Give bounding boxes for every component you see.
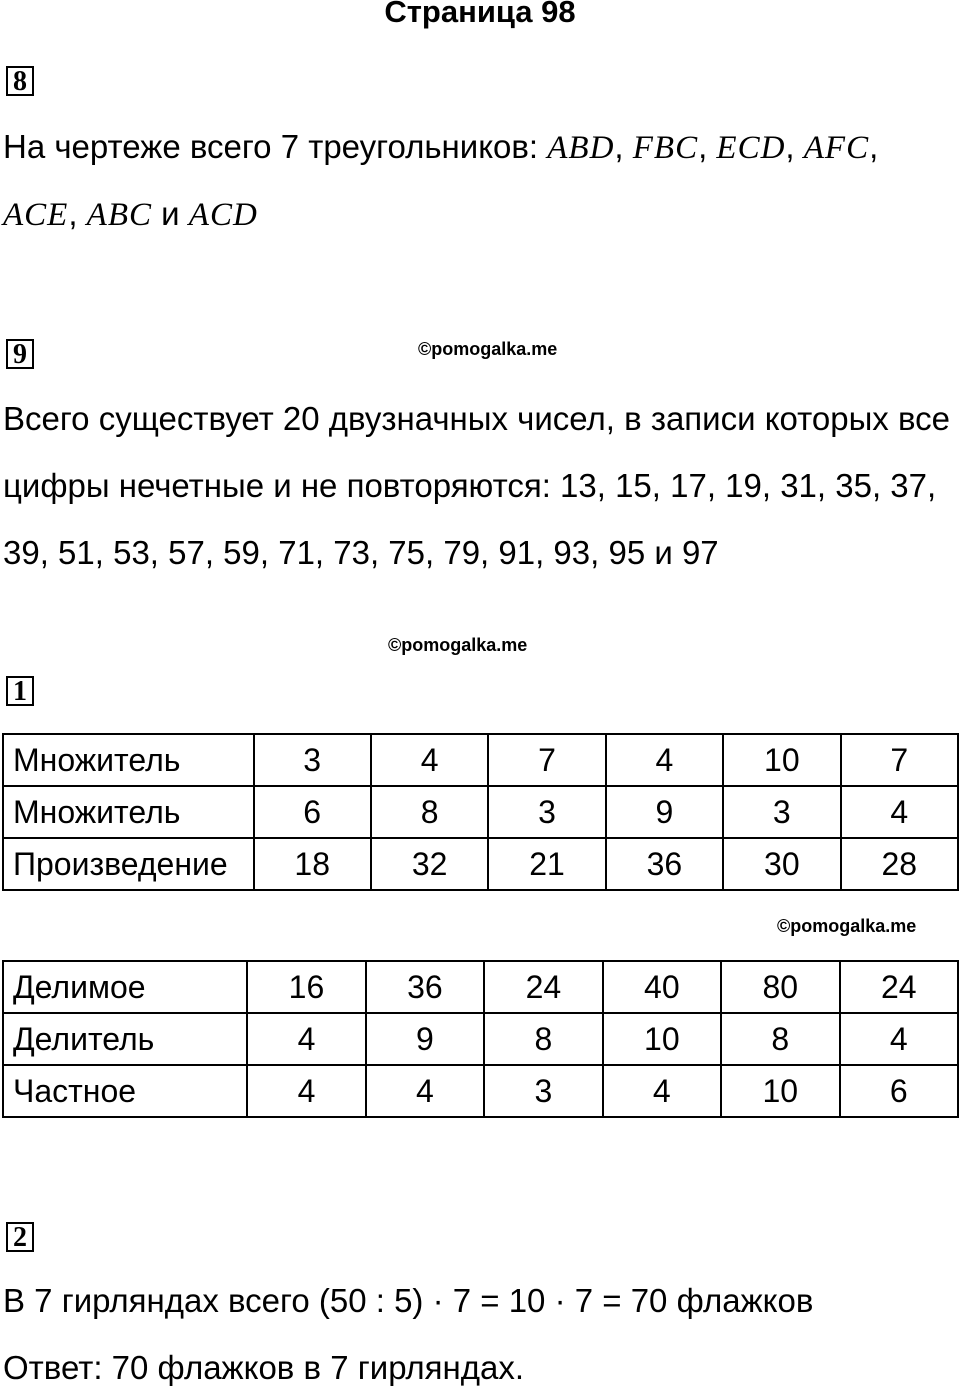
separator: , [614, 128, 624, 165]
table-cell: 4 [606, 734, 723, 786]
table-cell: 4 [371, 734, 488, 786]
task-number-2: 2 [6, 1222, 34, 1252]
table-cell: 7 [841, 734, 958, 786]
table-cell: 30 [723, 838, 840, 890]
separator: , [698, 128, 708, 165]
table-row [3, 1065, 958, 1117]
table-cell: 4 [840, 1013, 959, 1065]
row-label: Делитель [3, 1013, 247, 1065]
task8-intro: На чертеже всего 7 треугольников: [3, 128, 539, 165]
table-cell: 10 [721, 1065, 839, 1117]
triangle-ecd: ECD [716, 130, 786, 166]
table-cell: 6 [254, 786, 371, 838]
table-cell: 3 [723, 786, 840, 838]
table-row [3, 961, 958, 1013]
table-cell: 24 [840, 961, 959, 1013]
task9-line1: Всего существует 20 двузначных чисел, в записи которых все [3, 400, 950, 437]
table-cell: 21 [488, 838, 605, 890]
table-cell: 7 [488, 734, 605, 786]
row-label: Произведение [3, 838, 254, 890]
watermark: ©pomogalka.me [777, 916, 917, 936]
table-row [3, 1013, 958, 1065]
task8-line1 [3, 128, 878, 167]
page-title: Страница 98 [384, 0, 576, 29]
task9-line2: цифры нечетные и не повторяются: 13, 15, 17, 19, 31, 35, 37, [3, 467, 937, 504]
table-cell: 40 [603, 961, 721, 1013]
table-cell: 32 [371, 838, 488, 890]
task-number-9: 9 [6, 339, 34, 369]
table-cell: 3 [488, 786, 605, 838]
table-cell: 4 [366, 1065, 484, 1117]
separator: , [785, 128, 795, 165]
table-cell: 3 [254, 734, 371, 786]
task2-answer: Ответ: 70 флажков в 7 гирляндах. [3, 1349, 525, 1386]
triangle-abc: ABC [86, 197, 152, 233]
table-cell: 24 [484, 961, 602, 1013]
task-number-1: 1 [6, 676, 34, 706]
table-cell: 16 [247, 961, 365, 1013]
table-cell: 4 [247, 1065, 365, 1117]
task9-line3: 39, 51, 53, 57, 59, 71, 73, 75, 79, 91, 93, 95 и 97 [3, 534, 719, 571]
triangle-abd: ABD [547, 130, 615, 166]
division-table [2, 960, 959, 1118]
table-cell: 36 [606, 838, 723, 890]
triangle-fbc: FBC [632, 130, 699, 166]
table-cell: 36 [366, 961, 484, 1013]
table-cell: 8 [721, 1013, 839, 1065]
row-label: Множитель [3, 786, 254, 838]
separator: , [68, 195, 78, 232]
table-cell: 4 [603, 1065, 721, 1117]
table-cell: 4 [841, 786, 958, 838]
table-cell: 8 [484, 1013, 602, 1065]
triangle-ace: ACE [3, 197, 69, 233]
table-cell: 8 [371, 786, 488, 838]
row-label: Множитель [3, 734, 254, 786]
table-cell: 6 [840, 1065, 959, 1117]
task8-line2 [3, 195, 258, 234]
table-cell: 4 [247, 1013, 365, 1065]
table-cell: 9 [366, 1013, 484, 1065]
watermark: ©pomogalka.me [418, 339, 558, 359]
triangle-afc: AFC [803, 130, 870, 166]
table-cell: 3 [484, 1065, 602, 1117]
multiplication-table [2, 733, 959, 891]
table-cell: 9 [606, 786, 723, 838]
task-number-8: 8 [6, 66, 34, 96]
separator: , [869, 128, 879, 165]
table-cell: 28 [841, 838, 958, 890]
table-cell: 18 [254, 838, 371, 890]
row-label: Частное [3, 1065, 247, 1117]
watermark: ©pomogalka.me [388, 635, 528, 655]
table-cell: 10 [723, 734, 840, 786]
table-cell: 10 [603, 1013, 721, 1065]
row-label: Делимое [3, 961, 247, 1013]
table-row [3, 734, 958, 786]
triangle-acd: ACD [188, 197, 258, 233]
conjunction-and: и [161, 195, 180, 232]
table-row [3, 838, 958, 890]
table-cell: 80 [721, 961, 839, 1013]
task2-solution: В 7 гирляндах всего (50 : 5) · 7 = 10 · 7 = 70 флажков [3, 1282, 814, 1319]
table-row [3, 786, 958, 838]
